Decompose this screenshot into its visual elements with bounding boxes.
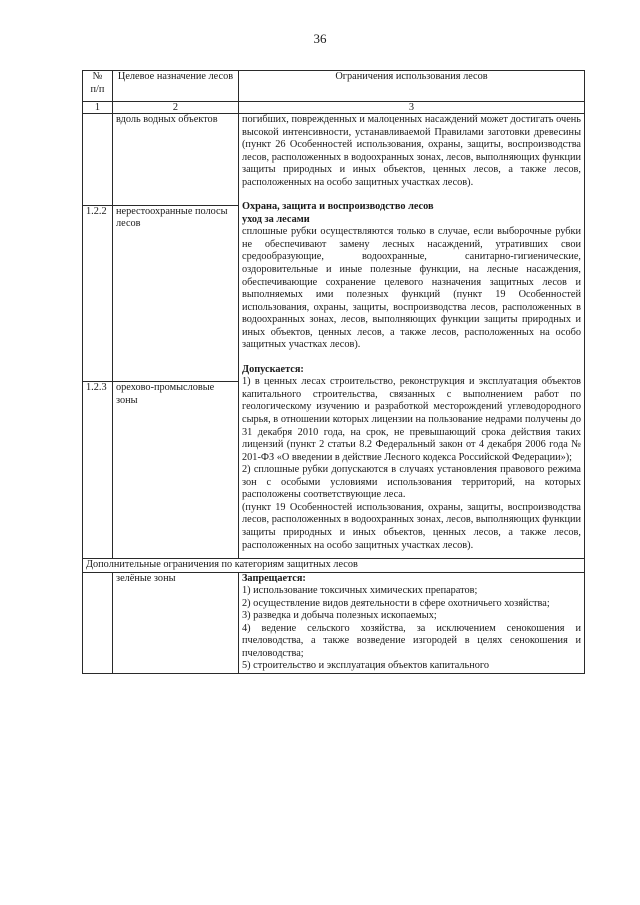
- column-number: 2: [113, 102, 239, 114]
- prohibited-item: 2) осуществление видов деятельности в сфере охотничьего хозяйства;: [242, 597, 550, 609]
- prohibited-item: 5) строительство и эксплуатация объектов капитального: [242, 660, 489, 672]
- section-heading: Охрана, защита и воспроизводство лесов: [242, 201, 434, 213]
- allowed-heading: Допускается:: [242, 363, 304, 375]
- section-title-row: [83, 559, 585, 573]
- column-number-row: [83, 102, 585, 114]
- restriction-paragraph: сплошные рубки осуществляются только в случае, если выборочные рубки не обеспечивают замену лесных насаждений, утративших свои средообразующие, водоохранные, санитарно-гигиенические, оздоровительные и иные полезные функции, на лесные насаждения, обеспечивающие сохранение целевого назначения защитных лесов и выполняемых ими полезных функций (пункт 19 Особенностей использования, охраны, защиты, воспроизводства лесов, расположенных в водоохранных зонах, лесов, выполняющих функции защиты природных и иных объектов, ценных лесов, а также лесов, расположенных на особо защитных участках лесов).: [242, 226, 581, 351]
- restrictions-cell: [239, 572, 585, 673]
- table-header-row: [83, 71, 585, 102]
- prohibited-item: 4) ведение сельского хозяйства, за исключением сенокошения и пчеловодства, а также возведение изгородей в целях сенокошения и пчеловодства;: [242, 622, 581, 659]
- restriction-paragraph: (пункт 19 Особенностей использования, охраны, защиты, воспроизводства лесов, расположенных в водоохранных зонах, лесов, выполняющих функции защиты природных и иных объектов, ценных лесов, а также лесов, расположенных на особо защитных участках лесов).: [242, 501, 582, 551]
- prohibited-item: 1) использование токсичных химических препаратов;: [242, 585, 478, 597]
- table-row: [83, 114, 585, 206]
- header-purpose: Целевое назначение лесов: [113, 71, 239, 102]
- row-purpose: вдоль водных объектов: [113, 114, 239, 206]
- row-number: 1.2.2: [83, 205, 113, 382]
- section-title: Дополнительные ограничения по категориям защитных лесов: [83, 559, 585, 573]
- restrictions-table: [82, 70, 585, 674]
- subsection-heading: уход за лесами: [242, 213, 310, 225]
- allowed-item: 2) сплошные рубки допускаются в случаях установления правового режима зон с особыми условиями использования территорий, на которых расположены соответствующие леса.: [242, 464, 581, 501]
- row-purpose: зелёные зоны: [113, 572, 239, 673]
- restriction-paragraph: погибших, поврежденных и малоценных насаждений может достигать очень высокой интенсивности, устанавливаемой Правилами заготовки древесины (пункт 26 Особенностей использования, охраны, защиты, воспроизводства лесов, расположенных в водоохранных зонах, лесов, выполняющих функции защиты природных и иных объектов, ценных лесов, а также лесов, расположенных на особо защитных участках лесов).: [242, 114, 582, 188]
- row-number: [83, 572, 113, 673]
- row-number: 1.2.3: [83, 382, 113, 559]
- column-number: 1: [83, 102, 113, 114]
- header-number: № п/п: [83, 71, 113, 102]
- page-number: 36: [313, 31, 327, 46]
- row-number: [83, 114, 113, 206]
- header-restrictions: Ограничения использования лесов: [239, 71, 585, 102]
- row-purpose: орехово-промысловые зоны: [113, 382, 239, 559]
- allowed-item: 1) в ценных лесах строительство, реконструкция и эксплуатация объектов капитального строительства, связанных с выполнением работ по геологическому изучению и разработкой месторождений углеводородного сырья, в отношении которых лицензии на пользование недрами получены до 31 декабря 2010 года, на срок, не превышающий срока действия таких лицензий (пункт 2 статьи 8.2 Федеральный закон от 4 декабря 2006 года № 201-ФЗ «О введении в действие Лесного кодекса Российской Федерации»);: [242, 376, 581, 463]
- restrictions-cell: [239, 114, 585, 559]
- prohibited-heading: Запрещается:: [242, 572, 306, 584]
- row-purpose: нерестоохранные полосы лесов: [113, 205, 239, 382]
- prohibited-item: 3) разведка и добыча полезных ископаемых;: [242, 610, 437, 622]
- table-row: [83, 572, 585, 673]
- column-number: 3: [239, 102, 585, 114]
